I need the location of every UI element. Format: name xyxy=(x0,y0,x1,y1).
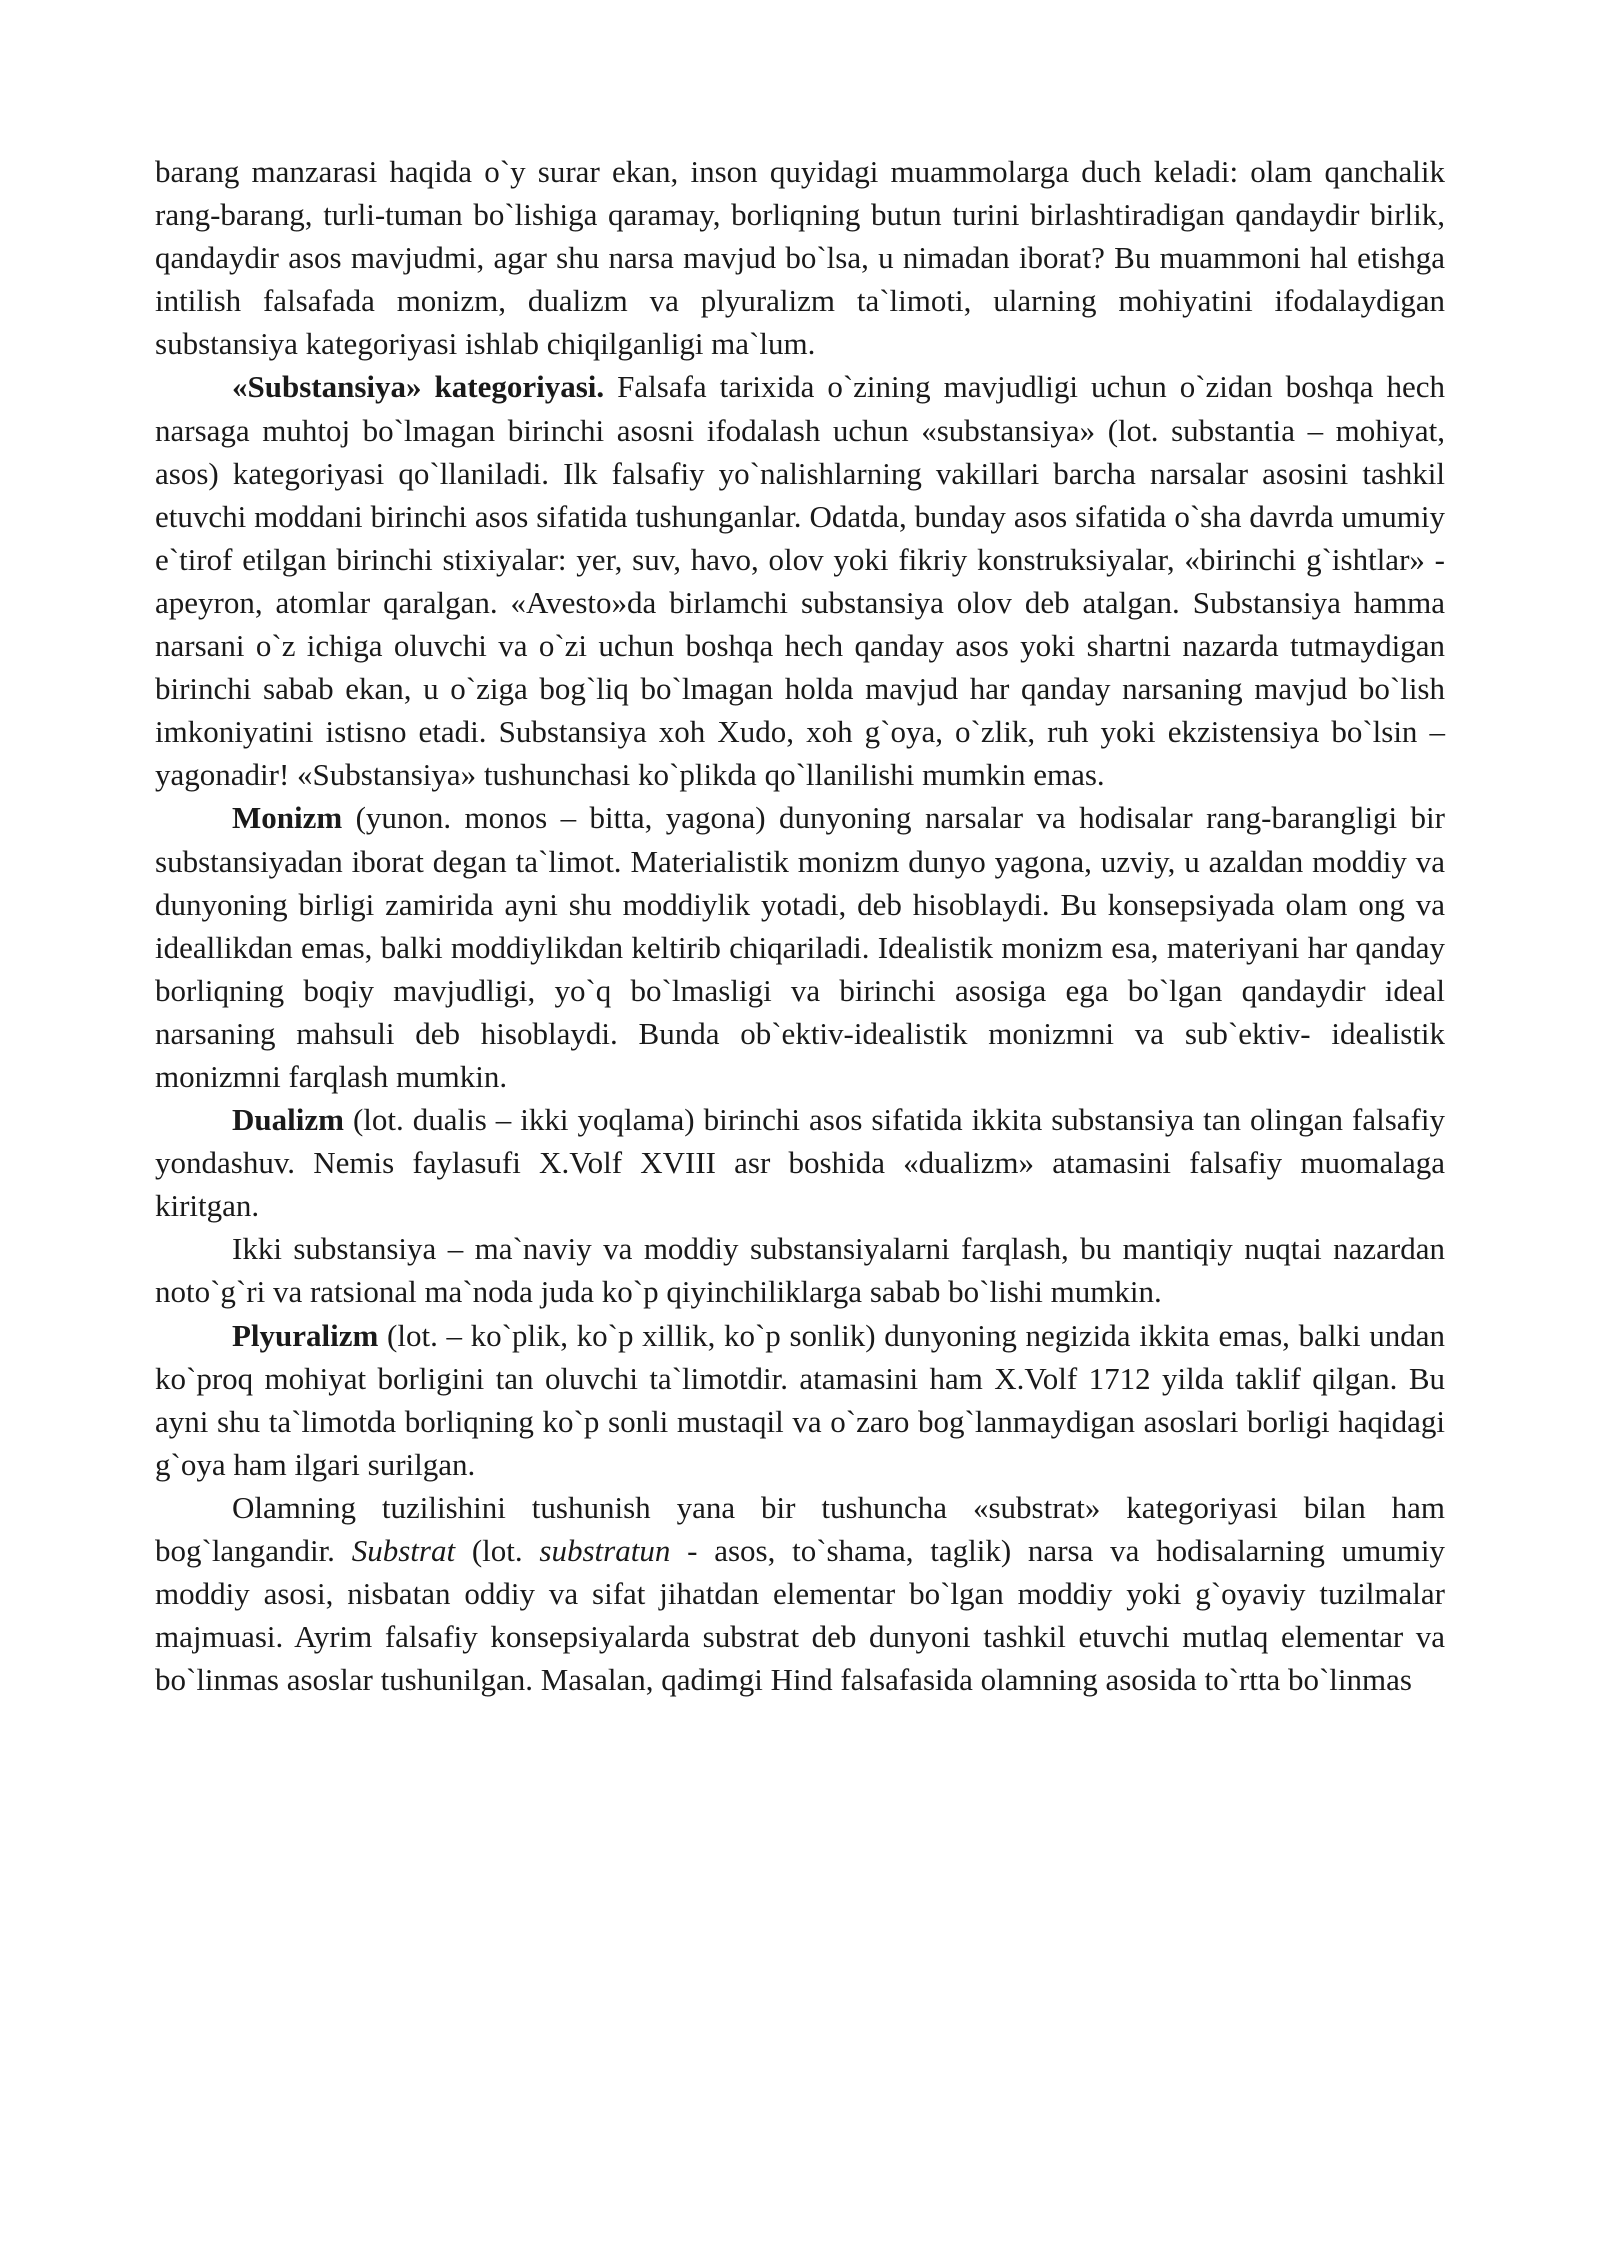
paragraph-intro-text: barang manzarasi haqida o`y surar ekan, inson quyidagi muammolarga duch keladi: olam qanchalik rang-barang, turli-tuman bo`lishiga qaramay, borliqning butun turini birlashtiradigan qandaydir birlik, qandaydir asos mavjudmi, agar shu narsa mavjud bo`lsa, u nimadan iborat? Bu muammoni hal etishga intilish falsafada monizm, dualizm va plyuralizm ta`limoti, ularning mohiyatini ifodalaydigan substansiya kategoriyasi ishlab chiqilganligi ma`lum. xyxy=(155,154,1445,362)
term-monizm: Monizm xyxy=(232,800,343,836)
paragraph-substrat xyxy=(155,1486,1445,1701)
document-body xyxy=(155,150,1445,1701)
paragraph-plyuralizm-text: (lot. – ko`plik, ko`p xillik, ko`p sonlik) dunyoning negizida ikkita emas, balki undan ko`proq mohiyat borligini tan oluvchi ta`limotdir. atamasini ham X.Volf 1712 yilda taklif qilgan. Bu ayni shu ta`limotda borliqning ko`p sonli mustaqil va o`zaro bog`lanmaydigan asoslari borligi haqidagi g`oya ham ilgari surilgan. xyxy=(155,1317,1445,1482)
paragraph-substrat-text-b: (lot. xyxy=(455,1533,540,1568)
paragraph-substansiya xyxy=(155,365,1445,796)
paragraph-ikki-substansiya xyxy=(155,1227,1445,1313)
term-substratun: substratun xyxy=(539,1533,671,1568)
paragraph-intro xyxy=(155,150,1445,365)
paragraph-plyuralizm xyxy=(155,1314,1445,1486)
term-substrat: Substrat xyxy=(351,1533,456,1568)
term-substansiya: «Substansiya» kategoriyasi. xyxy=(232,369,605,405)
paragraph-substrat-text-a: Olamning tuzilishini tushunish yana bir tushuncha «substrat» kategoriyasi bilan ham bog`langandir. xyxy=(155,1489,1445,1568)
paragraph-monizm xyxy=(155,796,1445,1098)
paragraph-dualizm xyxy=(155,1098,1445,1227)
term-plyuralizm: Plyuralizm xyxy=(232,1317,379,1353)
paragraph-ikki-substansiya-text: Ikki substansiya – ma`naviy va moddiy substansiyalarni farqlash, bu mantiqiy nuqtai nazardan noto`g`ri va ratsional ma`noda juda ko`p qiyinchiliklarga sabab bo`lishi mumkin. xyxy=(155,1231,1445,1310)
paragraph-substrat-text-c: - asos, to`shama, taglik) narsa va hodisalarning umumiy moddiy asosi, nisbatan oddiy va sifat jihatdan elementar bo`lgan moddiy yoki g`oyaviy tuzilmalar majmuasi. Ayrim falsafiy konsepsiyalarda substrat deb dunyoni tashkil etuvchi mutlaq elementar va bo`linmas asoslar tushunilgan. Masalan, qadimgi Hind falsafasida olamning asosida to`rtta bo`linmas xyxy=(155,1533,1445,1698)
term-dualizm: Dualizm xyxy=(232,1102,344,1138)
paragraph-dualizm-text: (lot. dualis – ikki yoqlama) birinchi asos sifatida ikkita substansiya tan olingan falsafiy yondashuv. Nemis faylasufi X.Volf XVIII asr boshida «dualizm» atamasini falsafiy muomalaga kiritgan. xyxy=(155,1102,1445,1224)
paragraph-monizm-text: (yunon. monos – bitta, yagona) dunyoning narsalar va hodisalar rang-barangligi bir substansiyadan iborat degan ta`limot. Materialistik monizm dunyo yagona, uzviy, u azaldan moddiy va dunyoning birligi zamirida ayni shu moddiylik yotadi, deb hisoblaydi. Bu konsepsiyada olam ong va ideallikdan emas, balki moddiylikdan keltirib chiqariladi. Idealistik monizm esa, materiyani har qanday borliqning boqiy mavjudligi, yo`q bo`lmasligi va birinchi asosiga ega bo`lgan qandaydir ideal narsaning mahsuli deb hisoblaydi. Bunda ob`ektiv-idealistik monizmni va sub`ektiv- idealistik monizmni farqlash mumkin. xyxy=(155,800,1445,1094)
paragraph-substansiya-text: Falsafa tarixida o`zining mavjudligi uchun o`zidan boshqa hech narsaga muhtoj bo`lmagan birinchi asosni ifodalash uchun «substansiya» (lot. substantia – mohiyat, asos) kategoriyasi qo`llaniladi. Ilk falsafiy yo`nalishlarning vakillari barcha narsalar asosini tashkil etuvchi moddani birinchi asos sifatida tushunganlar. Odatda, bunday asos sifatida o`sha davrda umumiy e`tirof etilgan birinchi stixiyalar: yer, suv, havo, olov yoki fikriy konstruksiyalar, «birinchi g`ishtlar» - apeyron, atomlar qaralgan. «Avesto»da birlamchi substansiya olov deb atalgan. Substansiya hamma narsani o`z ichiga oluvchi va o`zi uchun boshqa hech qanday asos yoki shartni nazarda tutmaydigan birinchi sabab ekan, u o`ziga bog`liq bo`lmagan holda mavjud har qanday narsaning mavjud bo`lish imkoniyatini istisno etadi. Substansiya xoh Xudo, xoh g`oya, o`zlik, ruh yoki ekzistensiya bo`lsin – yagonadir! «Substansiya» tushunchasi ko`plikda qo`llanilishi mumkin emas. xyxy=(155,369,1446,793)
